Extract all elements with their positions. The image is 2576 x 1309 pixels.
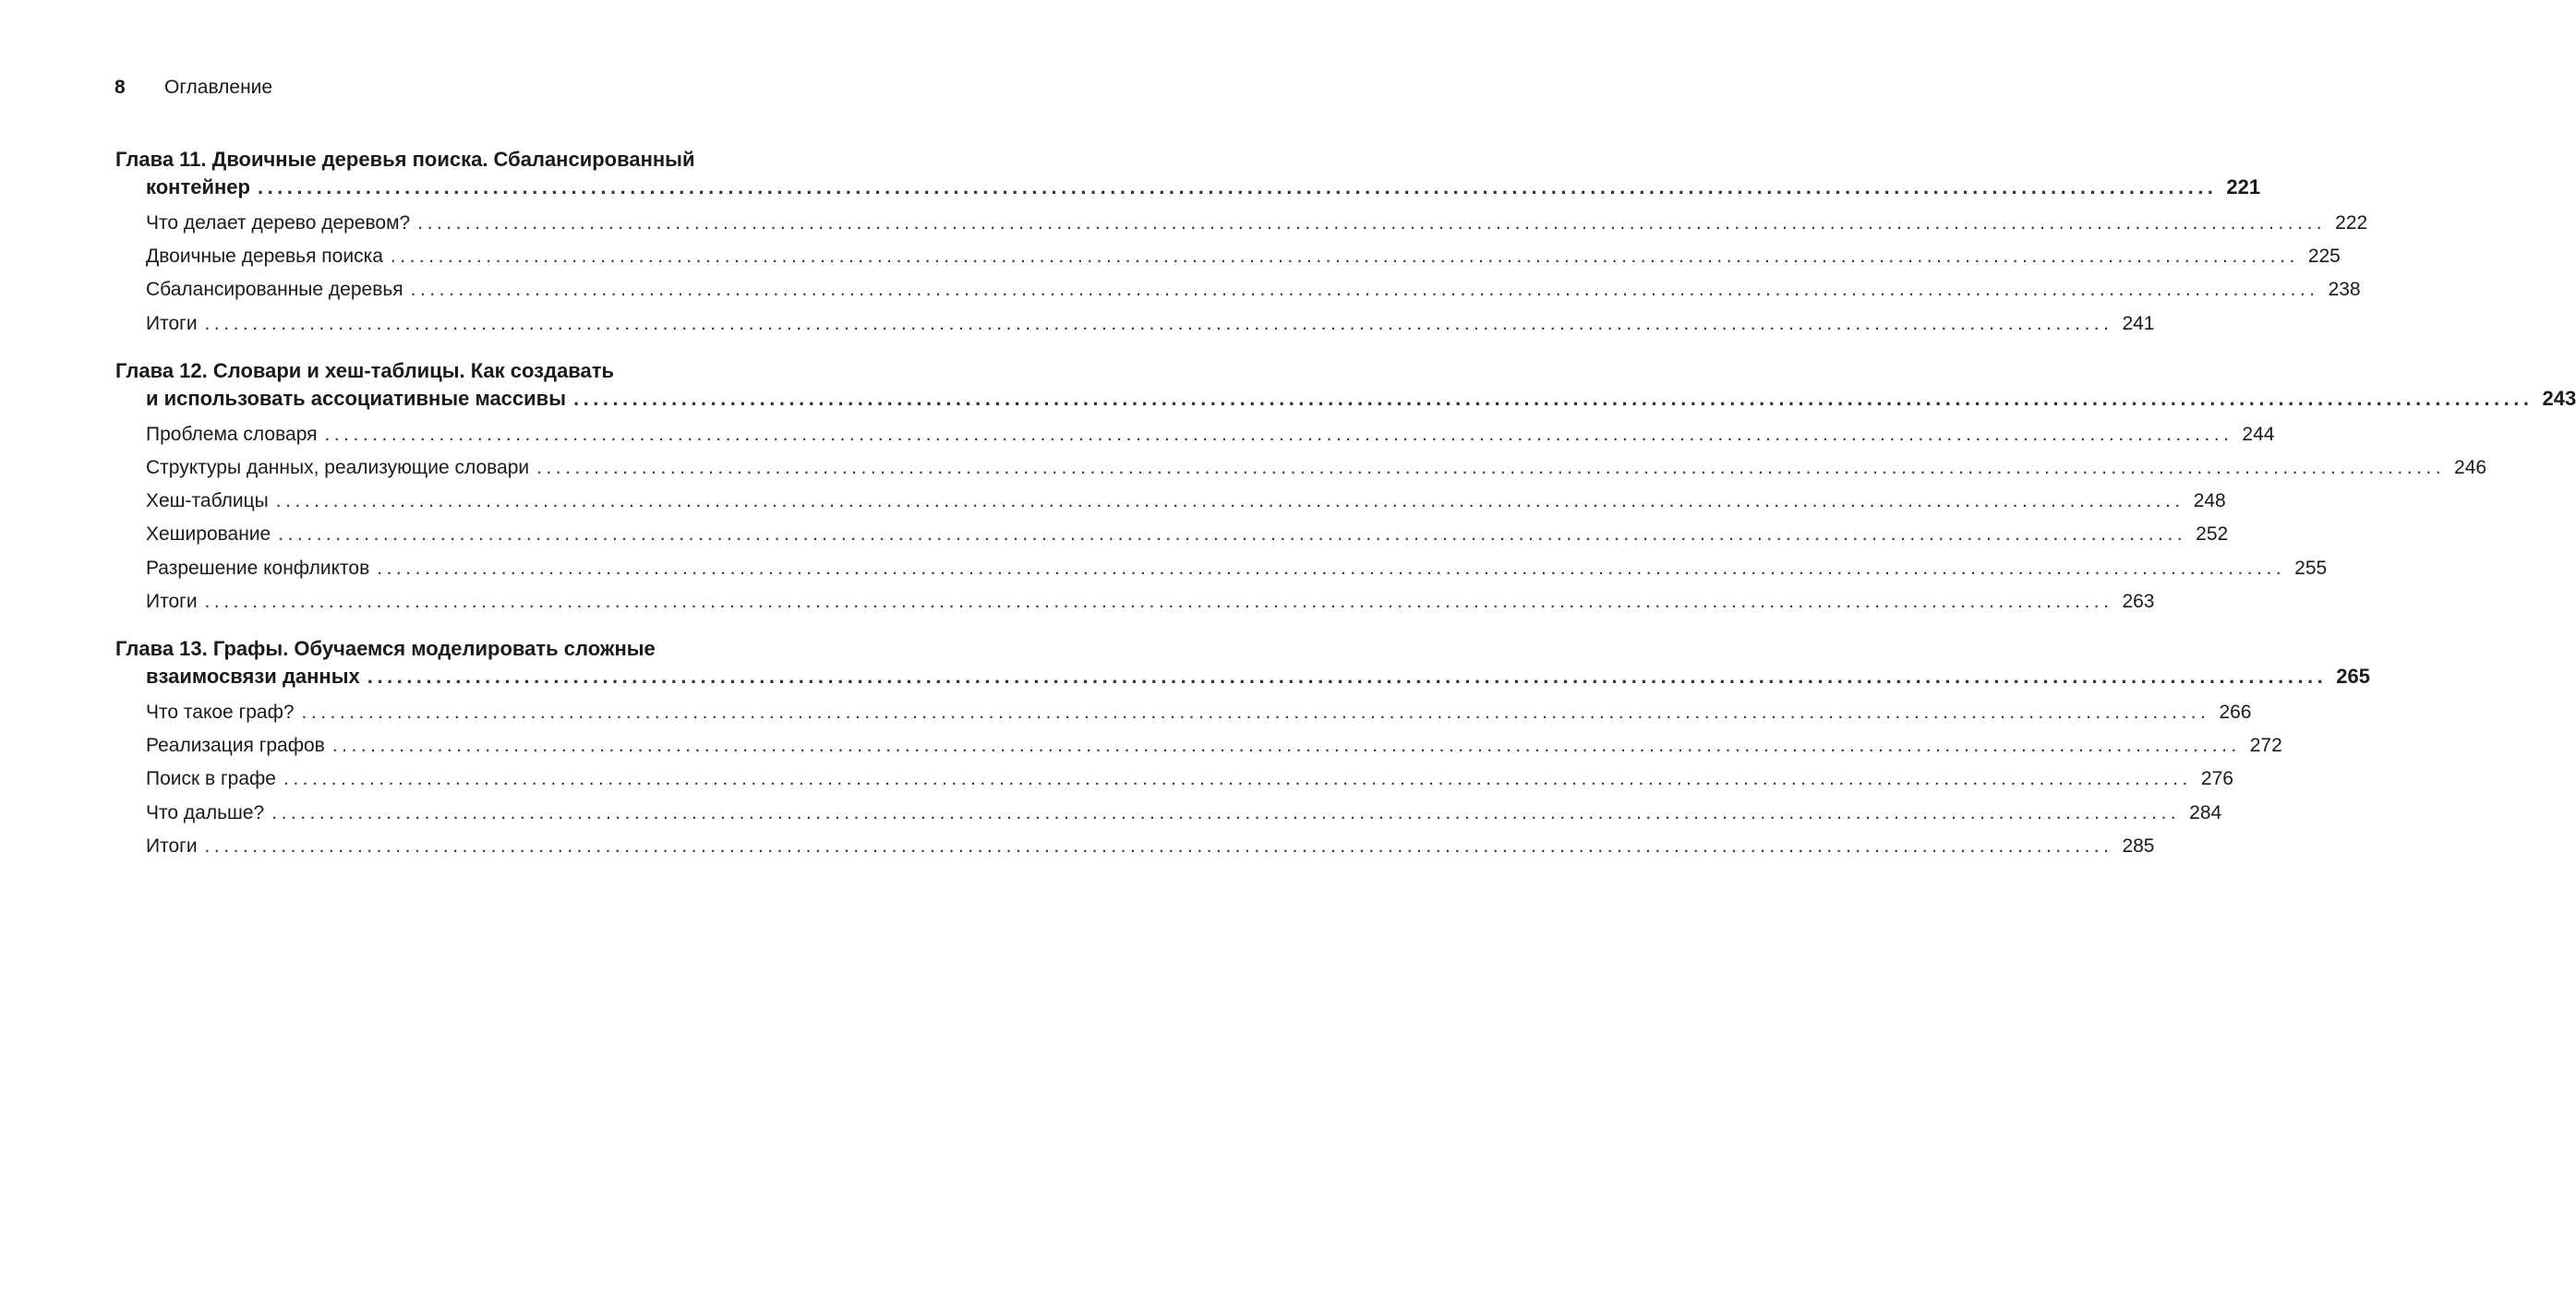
chapter-subtitle: взаимосвязи данных xyxy=(146,665,360,689)
toc-section-entry[interactable] xyxy=(115,307,2155,341)
dot-leader: ........................................................................................................................................................................................................ xyxy=(204,590,2113,612)
section-page: 284 xyxy=(2189,801,2222,823)
section-page: 276 xyxy=(2200,768,2233,790)
dot-leader: ........................................................................................................................................................................................................ xyxy=(367,665,2328,689)
section-page: 238 xyxy=(2328,279,2361,301)
chapter-page: 243 xyxy=(2542,386,2576,410)
dot-leader: ........................................................................................................................................................................................................ xyxy=(324,423,2233,445)
toc-section-entry[interactable] xyxy=(115,830,2155,863)
dot-leader: ........................................................................................................................................................................................................ xyxy=(271,801,2181,823)
dot-leader: ........................................................................................................................................................................................................ xyxy=(275,490,2185,512)
toc-section-entry[interactable] xyxy=(115,240,2341,273)
section-page: 266 xyxy=(2219,702,2252,724)
chapter-page: 265 xyxy=(2336,665,2370,689)
toc-section-entry[interactable] xyxy=(115,418,2275,451)
section-title: Хеш-таблицы xyxy=(146,490,269,512)
toc-chapter-12 xyxy=(115,357,2576,618)
dot-leader: ........................................................................................................................................................................................................ xyxy=(410,279,2319,301)
toc-section-entry[interactable] xyxy=(115,518,2229,551)
section-page: 263 xyxy=(2122,590,2155,612)
toc-section-entry[interactable] xyxy=(115,273,2361,306)
section-title: Что такое граф? xyxy=(146,702,295,724)
table-of-contents xyxy=(115,146,2576,880)
dot-leader: ........................................................................................................................................................................................................ xyxy=(301,702,2210,724)
toc-section-entry[interactable] xyxy=(115,797,2222,830)
section-page: 252 xyxy=(2196,523,2229,546)
dot-leader: ........................................................................................................................................................................................................ xyxy=(204,312,2113,334)
toc-section-entry[interactable] xyxy=(115,585,2155,618)
dot-leader: ........................................................................................................................................................................................................ xyxy=(204,835,2113,857)
section-title: Сбалансированные деревья xyxy=(146,279,403,301)
section-page: 244 xyxy=(2242,423,2275,445)
section-page: 285 xyxy=(2122,835,2155,857)
toc-section-entry[interactable] xyxy=(115,729,2282,763)
dot-leader: ........................................................................................................................................................................................................ xyxy=(331,735,2241,757)
toc-section-entry[interactable] xyxy=(115,696,2252,729)
section-title: Хеширование xyxy=(146,523,271,546)
section-page: 246 xyxy=(2454,457,2487,479)
dot-leader: ........................................................................................................................................................................................................ xyxy=(390,246,2299,268)
chapter-heading[interactable]: Глава 12. Словари и хеш-таблицы. Как создавать xyxy=(115,358,615,382)
section-page: 272 xyxy=(2249,735,2282,757)
toc-chapter-13 xyxy=(115,635,2370,863)
chapter-heading[interactable]: Глава 13. Графы. Обучаемся моделировать сложные xyxy=(115,637,656,661)
running-title: Оглавление xyxy=(164,77,273,98)
toc-chapter-11 xyxy=(115,146,2368,341)
section-title: Что дальше? xyxy=(146,801,265,823)
section-title: Поиск в графе xyxy=(146,768,276,790)
chapter-heading-entry[interactable] xyxy=(115,663,2370,691)
chapter-heading[interactable]: Глава 11. Двоичные деревья поиска. Сбалансированный xyxy=(115,148,695,171)
section-title: Двоичные деревья поиска xyxy=(146,246,383,268)
toc-section-entry[interactable] xyxy=(115,763,2233,796)
dot-leader: ........................................................................................................................................................................................................ xyxy=(536,457,2446,479)
toc-section-entry[interactable] xyxy=(115,485,2226,518)
chapter-page: 221 xyxy=(2226,175,2261,198)
dot-leader: ........................................................................................................................................................................................................ xyxy=(573,386,2534,410)
section-title: Структуры данных, реализующие словари xyxy=(146,457,530,479)
dot-leader: ........................................................................................................................................................................................................ xyxy=(257,175,2218,198)
section-page: 248 xyxy=(2193,490,2226,512)
dot-leader: ........................................................................................................................................................................................................ xyxy=(377,557,2286,579)
toc-section-entry[interactable] xyxy=(115,207,2368,240)
chapter-subtitle: контейнер xyxy=(146,175,250,198)
chapter-heading-entry[interactable] xyxy=(115,174,2261,201)
dot-leader: ........................................................................................................................................................................................................ xyxy=(283,768,2192,790)
section-title: Итоги xyxy=(146,835,198,857)
section-title: Разрешение конфликтов xyxy=(146,557,370,579)
chapter-subtitle: и использовать ассоциативные массивы xyxy=(146,386,566,410)
dot-leader: ........................................................................................................................................................................................................ xyxy=(278,523,2187,546)
section-title: Реализация графов xyxy=(146,735,325,757)
running-head xyxy=(114,74,272,102)
section-title: Итоги xyxy=(146,312,198,334)
toc-section-entry[interactable] xyxy=(115,451,2487,485)
section-page: 225 xyxy=(2307,246,2341,268)
toc-section-entry[interactable] xyxy=(115,552,2328,585)
dot-leader: ........................................................................................................................................................................................................ xyxy=(417,212,2327,234)
chapter-heading-entry[interactable] xyxy=(115,385,2576,413)
section-title: Итоги xyxy=(146,590,198,612)
page-number: 8 xyxy=(114,77,126,98)
section-title: Проблема словаря xyxy=(146,423,318,445)
section-title: Что делает дерево деревом? xyxy=(146,212,411,234)
section-page: 241 xyxy=(2122,312,2155,334)
section-page: 255 xyxy=(2294,557,2328,579)
section-page: 222 xyxy=(2335,212,2368,234)
